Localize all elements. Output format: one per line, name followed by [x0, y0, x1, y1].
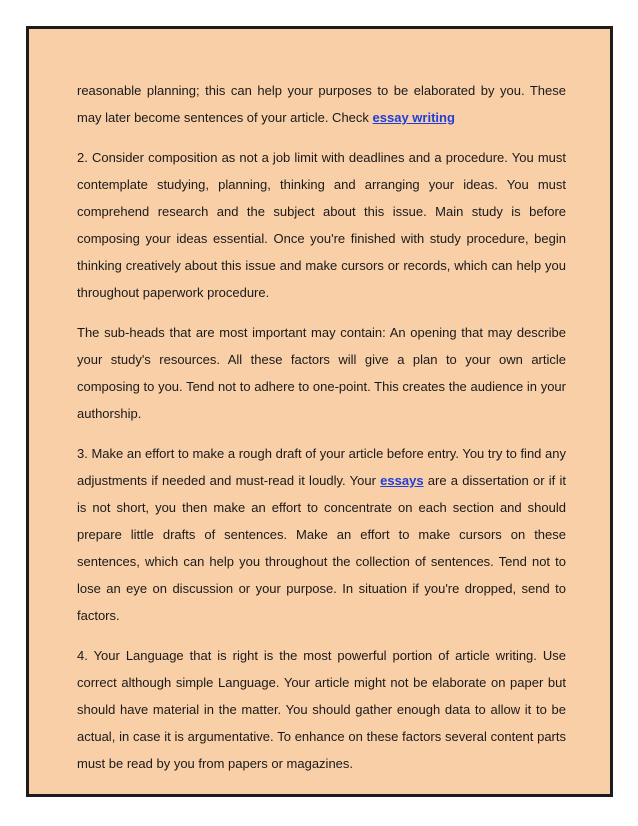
paragraph-point-4-text: 4. Your Language that is right is the most powerful portion of article writing. Use correct although simple Language. Your article might not be elaborate on paper but should have material in the matter. You should gather enough data to allow it to be actual, in case it is argumentative. To enhance on these factors several content parts must be read by you from papers or magazines.	[77, 648, 566, 771]
paragraph-intro-text: reasonable planning; this can help your purposes to be elaborated by you. These may later become sentences of your article. Check	[77, 83, 566, 125]
paragraph-point-2	[77, 144, 566, 306]
paragraph-point-4	[77, 642, 566, 777]
paragraph-intro	[77, 77, 566, 131]
essays-link[interactable]: essays	[380, 473, 424, 488]
paragraph-point-3-text-end: are a dissertation or if it is not short, you then make an effort to concentrate on each section and should prepare little drafts of sentences. Make an effort to make cursors on these sentences, which can help you throughout the collection of sentences. Tend not to lose an eye on discussion or your purpose. In situation if you're dropped, send to factors.	[77, 473, 566, 623]
essay-writing-link[interactable]: essay writing	[372, 110, 455, 125]
paragraph-subheads-text: The sub-heads that are most important may contain: An opening that may describe your study's resources. All these factors will give a plan to your own article composing to you. Tend not to adhere to one-point. This creates the audience in your authorship.	[77, 325, 566, 421]
paragraph-point-2-text: 2. Consider composition as not a job limit with deadlines and a procedure. You must contemplate studying, planning, thinking and arranging your ideas. You must comprehend research and the subject about this issue. Main study is before composing your ideas essential. Once you're finished with study procedure, begin thinking creatively about this issue and make cursors or records, which can help you throughout paperwork procedure.	[77, 150, 566, 300]
document-body	[77, 77, 566, 790]
paragraph-subheads	[77, 319, 566, 427]
paragraph-point-3-text-start: 3. Make an effort to make a rough draft of your article before entry. You try to find any adjustments if needed and must-read it loudly. Your	[77, 446, 566, 488]
document-page	[26, 26, 613, 797]
paragraph-point-3	[77, 440, 566, 629]
